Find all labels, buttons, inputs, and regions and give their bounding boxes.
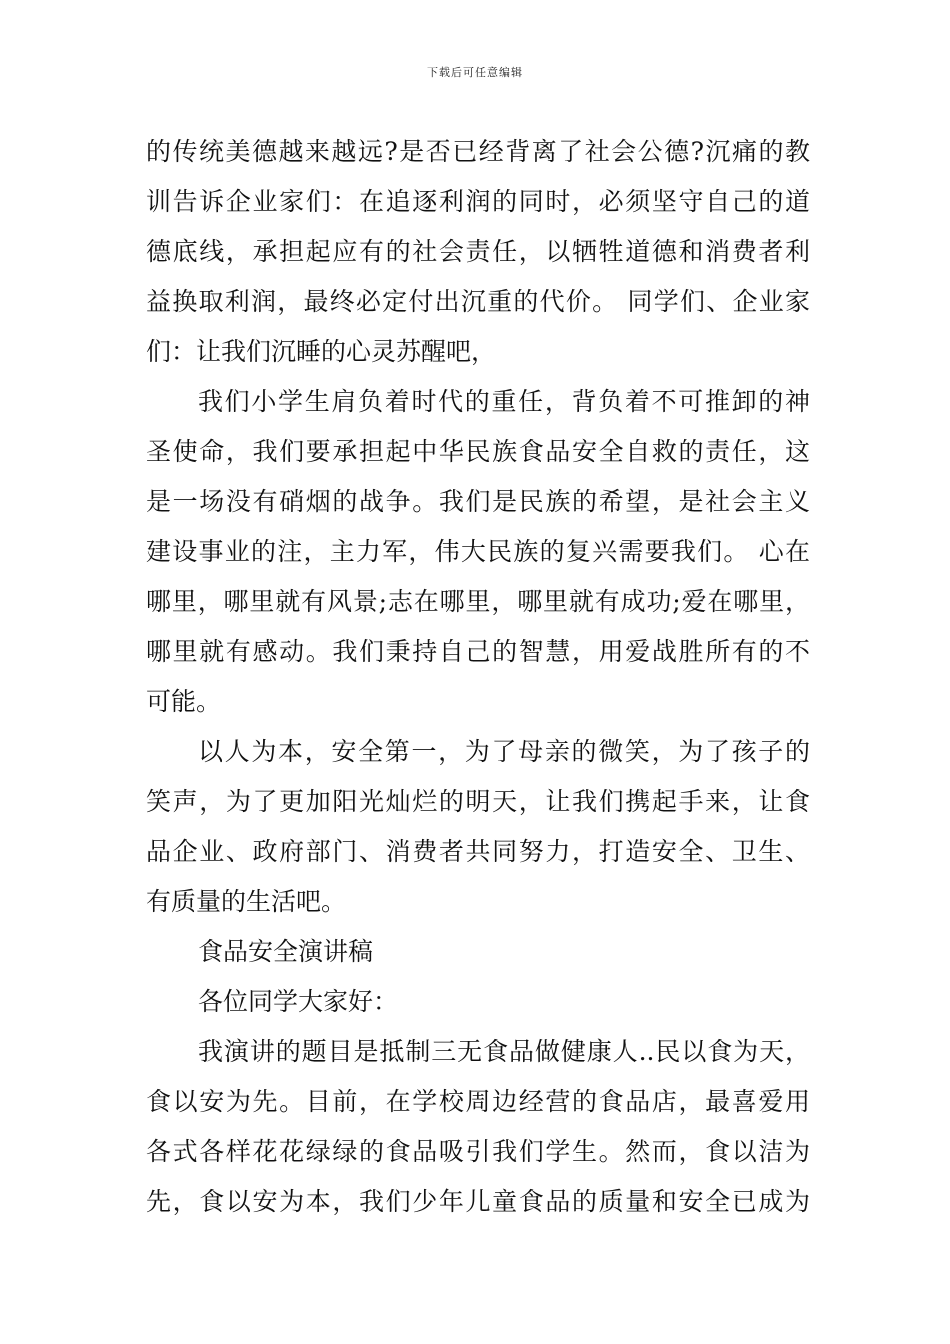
text-line: 益换取利润，最终必定付出沉重的代价。 同学们、企业家 <box>146 287 810 316</box>
text-line: 是一场没有硝烟的战争。我们是民族的希望，是社会主义 <box>146 487 810 516</box>
text-line: 各式各样花花绿绿的食品吸引我们学生。然而，食以洁为 <box>146 1137 810 1166</box>
text-line: 以人为本，安全第一，为了母亲的微笑，为了孩子的 <box>198 737 810 766</box>
text-line: 可能。 <box>146 687 222 716</box>
text-line: 我们小学生肩负着时代的重任，背负着不可推卸的神 <box>198 387 810 416</box>
text-line: 我演讲的题目是抵制三无食品做健康人..民以食为天， <box>198 1037 810 1066</box>
text-line: 们：让我们沉睡的心灵苏醒吧， <box>146 337 497 366</box>
document-body <box>146 127 810 1227</box>
text-line: 食品安全演讲稿 <box>198 937 374 966</box>
text-line: 品企业、政府部门、消费者共同努力，打造安全、卫生、 <box>146 837 810 866</box>
text-line: 有质量的生活吧。 <box>146 887 347 916</box>
text-line: 各位同学大家好： <box>198 987 399 1016</box>
text-line: 食以安为先。目前，在学校周边经营的食品店，最喜爱用 <box>146 1087 810 1116</box>
text-line: 建设事业的注，主力军，伟大民族的复兴需要我们。 心在 <box>146 537 810 566</box>
page-header: 下载后可任意编辑 <box>427 66 523 79</box>
text-line: 笑声，为了更加阳光灿烂的明天，让我们携起手来，让食 <box>146 787 810 816</box>
text-line: 圣使命，我们要承担起中华民族食品安全自救的责任，这 <box>146 437 810 466</box>
text-line: 先，食以安为本，我们少年儿童食品的质量和安全已成为 <box>146 1187 810 1216</box>
text-line: 德底线，承担起应有的社会责任，以牺牲道德和消费者利 <box>146 237 810 266</box>
text-line: 的传统美德越来越远?是否已经背离了社会公德?沉痛的教 <box>146 137 810 166</box>
text-line: 哪里，哪里就有风景;志在哪里，哪里就有成功;爱在哪里， <box>146 587 810 616</box>
text-line: 训告诉企业家们：在追逐利润的同时，必须坚守自己的道 <box>146 187 810 216</box>
text-line: 哪里就有感动。我们秉持自己的智慧，用爱战胜所有的不 <box>146 637 810 666</box>
